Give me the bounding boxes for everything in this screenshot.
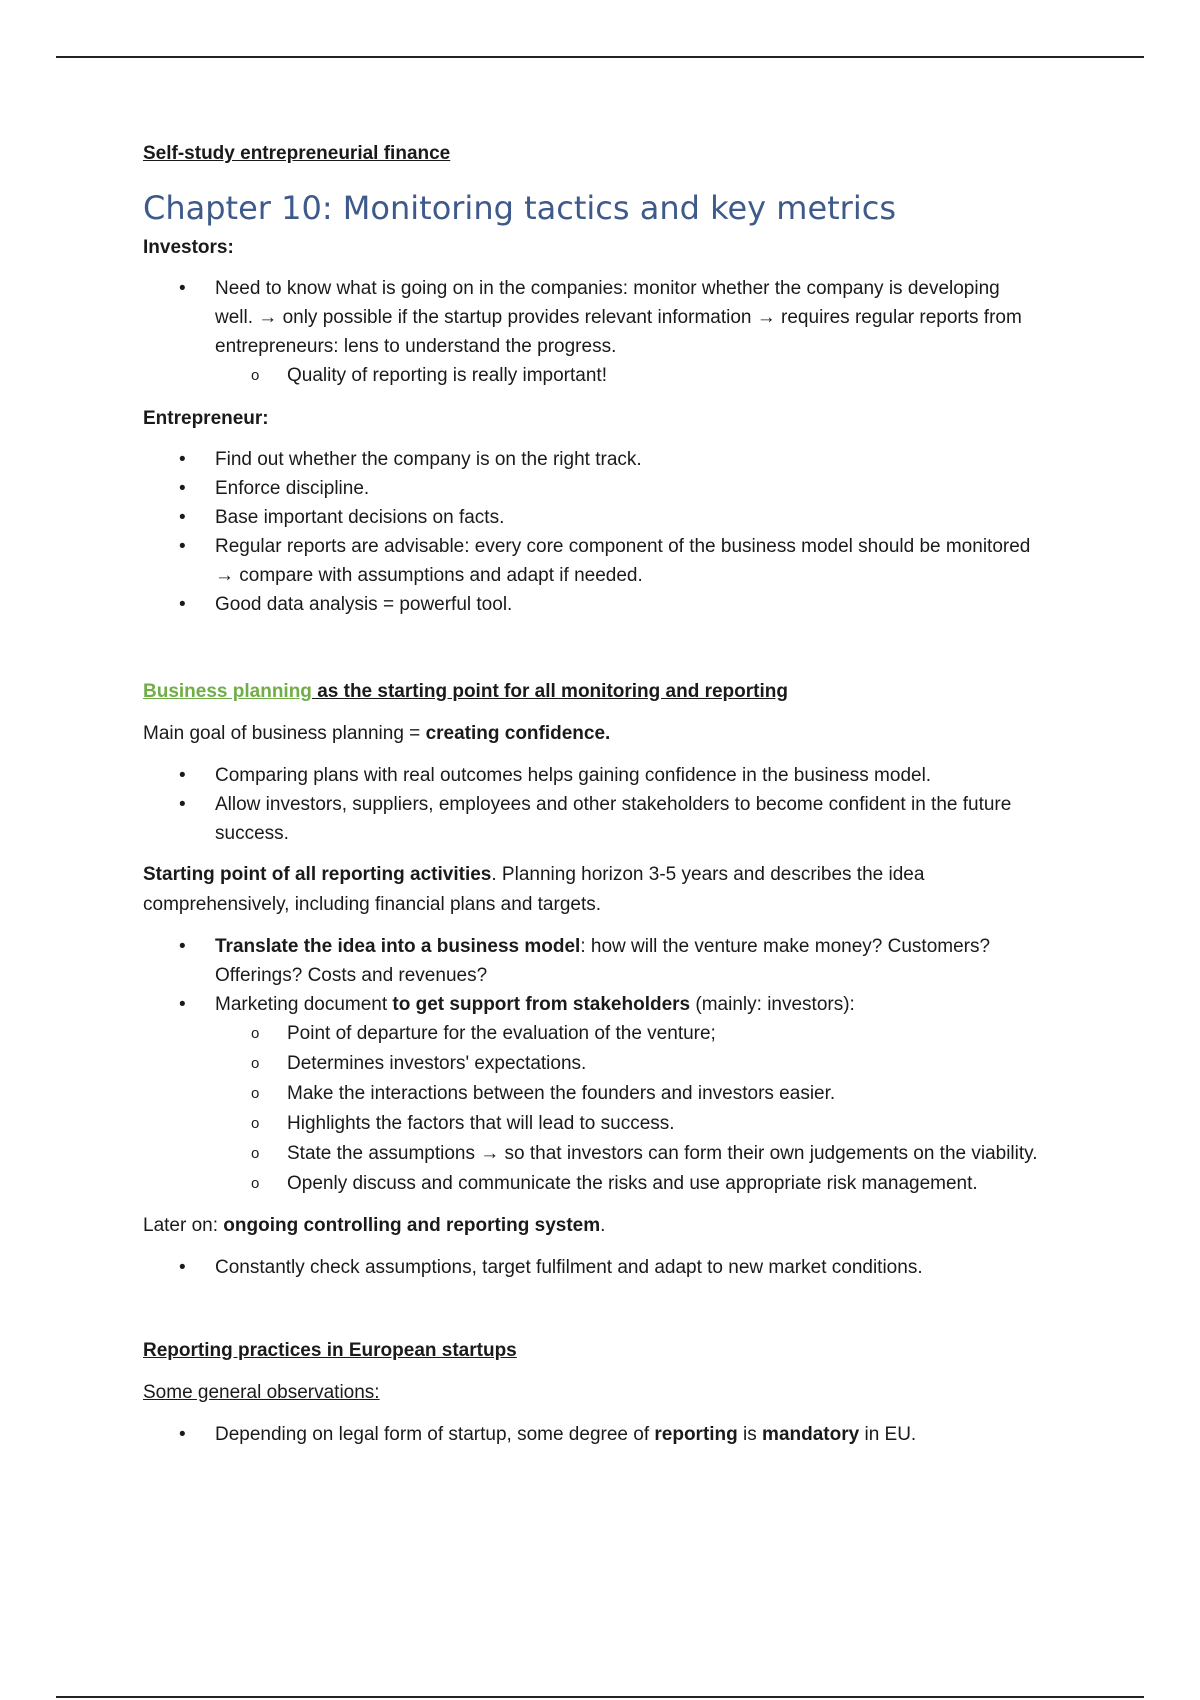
bullet-icon: • [179, 1424, 186, 1445]
later-bold: ongoing controlling and reporting system [223, 1215, 601, 1236]
investors-list [143, 274, 1043, 361]
list-item [143, 1253, 1043, 1282]
bullet-icon: • [179, 278, 186, 299]
list-item [143, 1139, 1043, 1169]
later-bullet-text: Constantly check assumptions, target fulfilment and adapt to new market conditions. [215, 1257, 923, 1278]
reporting-suffix: in EU. [859, 1424, 917, 1445]
bullet-icon: • [179, 794, 186, 815]
page-top-rule [56, 56, 1144, 58]
bullet-icon: • [179, 478, 186, 499]
bullet-icon: • [179, 936, 186, 957]
list-item [143, 1019, 1043, 1049]
marketing-sub-text: Point of departure for the evaluation of the venture; [287, 1023, 716, 1044]
list-item [143, 990, 1043, 1019]
plan-list [143, 932, 1043, 1019]
reporting-heading: Reporting practices in European startups [143, 1340, 517, 1361]
sub-bullet-icon: o [251, 1055, 260, 1072]
list-item [143, 761, 1043, 790]
list-item [143, 1079, 1043, 1109]
list-item [143, 790, 1043, 848]
later-prefix: Later on: [143, 1215, 224, 1236]
list-item [143, 361, 1043, 391]
business-planning-goal [143, 719, 1043, 749]
reporting-subheading: Some general observations: [143, 1382, 380, 1403]
marketing-bold: to get support from stakeholders [392, 994, 691, 1015]
reporting-list [143, 1420, 1043, 1449]
marketing-sub-text: State the assumptions → so that investors can form their own judgements on the viability. [287, 1143, 1038, 1164]
entrepreneur-bullet-text: Base important decisions on facts. [215, 507, 505, 528]
bullet-icon: • [179, 449, 186, 470]
later-list [143, 1253, 1043, 1282]
business-planning-link[interactable]: Business planning [143, 681, 312, 702]
reporting-bold-2: mandatory [762, 1424, 860, 1445]
investors-bullet-text: Need to know what is going on in the companies: monitor whether the company is developing well. → only possible if the startup provides relevant information → requires regular reports from entrepreneurs: lens to understand the progress. [215, 278, 1022, 357]
bullet-icon: • [179, 594, 186, 615]
document-label: Self-study entrepreneurial finance [143, 143, 451, 164]
list-item [143, 532, 1043, 590]
reporting-mid: is [737, 1424, 763, 1445]
list-item [143, 590, 1043, 619]
page-bottom-rule [56, 1696, 1144, 1698]
translate-bold: Translate the idea into a business model [215, 936, 581, 957]
document-page [143, 142, 1043, 1449]
bullet-icon: • [179, 1257, 186, 1278]
translate-rest: : how will the venture make money? Customers? Offerings? Costs and revenues? [215, 936, 991, 986]
goal-bullet-text: Allow investors, suppliers, employees and other stakeholders to become confident in the future success. [215, 794, 1012, 844]
entrepreneur-list [143, 445, 1043, 619]
goal-bullet-text: Comparing plans with real outcomes helps gaining confidence in the business model. [215, 765, 932, 786]
list-item [143, 474, 1043, 503]
sub-bullet-icon: o [251, 1175, 260, 1192]
business-planning-heading [143, 677, 1043, 707]
entrepreneur-bullet-text: Find out whether the company is on the right track. [215, 449, 642, 470]
entrepreneur-bullet-text: Regular reports are advisable: every core component of the business model should be monitored → compare with assumptions and adapt if needed. [215, 536, 1031, 586]
starting-point-rest: . Planning horizon 3-5 years and describes the idea comprehensively, including financial plans and targets. [143, 864, 925, 915]
later-suffix: . [600, 1215, 606, 1236]
marketing-sublist [143, 1019, 1043, 1199]
marketing-sub-text: Make the interactions between the founders and investors easier. [287, 1083, 836, 1104]
bullet-icon: • [179, 994, 186, 1015]
chapter-title: Chapter 10: Monitoring tactics and key metrics [143, 189, 896, 227]
marketing-sub-text: Determines investors' expectations. [287, 1053, 587, 1074]
reporting-bold-1: reporting [654, 1424, 738, 1445]
investors-label: Investors: [143, 237, 234, 258]
starting-point-bold: Starting point of all reporting activities [143, 864, 492, 885]
bullet-icon: • [179, 765, 186, 786]
entrepreneur-label: Entrepreneur: [143, 408, 269, 429]
list-item [143, 274, 1043, 361]
sub-bullet-icon: o [251, 1025, 260, 1042]
bullet-icon: • [179, 536, 186, 557]
goal-bold: creating confidence. [425, 723, 611, 744]
marketing-prefix: Marketing document [215, 994, 393, 1015]
list-item [143, 445, 1043, 474]
later-on-paragraph [143, 1211, 1043, 1241]
entrepreneur-bullet-text: Good data analysis = powerful tool. [215, 594, 513, 615]
marketing-rest: (mainly: investors): [690, 994, 855, 1015]
reporting-prefix: Depending on legal form of startup, some degree of [215, 1424, 655, 1445]
bullet-icon: • [179, 507, 186, 528]
investors-sublist [143, 361, 1043, 391]
business-planning-heading-rest: as the starting point for all monitoring and reporting [311, 681, 788, 702]
list-item [143, 1420, 1043, 1449]
sub-bullet-icon: o [251, 367, 260, 384]
marketing-sub-text: Openly discuss and communicate the risks and use appropriate risk management. [287, 1173, 978, 1194]
list-item [143, 503, 1043, 532]
investors-sub-text: Quality of reporting is really important! [287, 365, 607, 386]
sub-bullet-icon: o [251, 1085, 260, 1102]
list-item [143, 1109, 1043, 1139]
goal-prefix: Main goal of business planning = [143, 723, 426, 744]
list-item [143, 1169, 1043, 1199]
marketing-sub-text: Highlights the factors that will lead to success. [287, 1113, 675, 1134]
sub-bullet-icon: o [251, 1145, 260, 1162]
starting-point-paragraph [143, 860, 1043, 920]
entrepreneur-bullet-text: Enforce discipline. [215, 478, 370, 499]
sub-bullet-icon: o [251, 1115, 260, 1132]
goal-list [143, 761, 1043, 848]
list-item [143, 932, 1043, 990]
list-item [143, 1049, 1043, 1079]
